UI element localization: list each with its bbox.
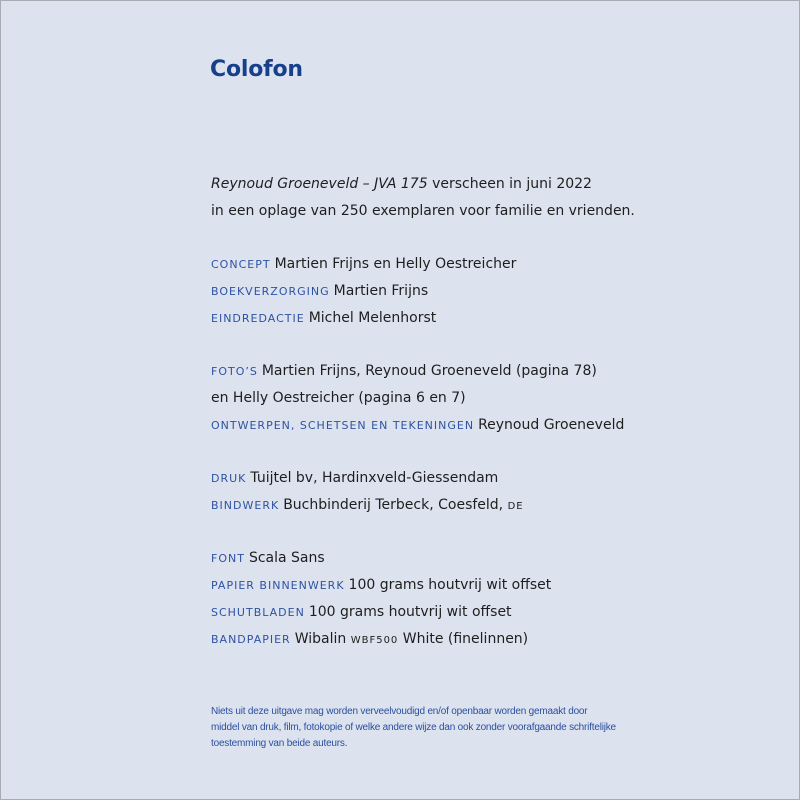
- credit-font: [211, 545, 635, 572]
- credit-schutbladen: [211, 599, 635, 626]
- intro-line-2: in een oplage van 250 exemplaren voor familie en vrienden.: [211, 203, 635, 219]
- credit-label: BINDWERK: [211, 499, 280, 512]
- credit-fotos-continuation: en Helly Oestreicher (pagina 6 en 7): [211, 390, 466, 406]
- credit-value: Reynoud Groeneveld: [478, 417, 625, 433]
- credit-label: BOEKVERZORGING: [211, 285, 330, 298]
- credit-value: 100 grams houtvrij wit offset: [348, 577, 552, 593]
- intro-line-1-rest: verscheen in juni 2022: [427, 176, 592, 192]
- intro-line-1: [211, 171, 635, 198]
- credit-label: ONTWERPEN, SCHETSEN EN TEKENINGEN: [211, 419, 475, 432]
- credit-value: Martien Frijns, Reynoud Groeneveld (pagina 78): [261, 363, 597, 379]
- country-code: DE: [507, 501, 524, 512]
- credit-label: EINDREDACTIE: [211, 312, 305, 325]
- credit-label: CONCEPT: [211, 258, 271, 271]
- credit-fotos: [211, 358, 635, 385]
- copyright-line: middel van druk, film, fotokopie of welke andere wijze dan ook zonder voorafgaande schriftelijke: [211, 722, 616, 733]
- credit-label: DRUK: [211, 472, 247, 485]
- credit-value: 100 grams houtvrij wit offset: [308, 604, 512, 620]
- colophon-body: [211, 171, 635, 653]
- credit-value-prefix: Wibalin: [294, 631, 351, 647]
- copyright-line: toestemming van beide auteurs.: [211, 738, 348, 749]
- credit-ontwerpen: [211, 412, 635, 439]
- credit-druk: [211, 465, 635, 492]
- credit-papier-binnenwerk: [211, 572, 635, 599]
- paper-code: WBF500: [350, 635, 399, 646]
- copyright-line: Niets uit deze uitgave mag worden verveelvoudigd en/of openbaar worden gemaakt door: [211, 706, 588, 717]
- credit-bindwerk: [211, 492, 635, 519]
- credit-value-rest: White (finelinnen): [398, 631, 529, 647]
- credit-value: Martien Frijns: [333, 283, 429, 299]
- credit-value: Tuijtel bv, Hardinxveld-Giessendam: [250, 470, 499, 486]
- credit-bandpapier: [211, 626, 635, 653]
- credit-label: BANDPAPIER: [211, 633, 291, 646]
- credit-label: FONT: [211, 552, 245, 565]
- credit-value: Martien Frijns en Helly Oestreicher: [274, 256, 517, 272]
- book-title: Reynoud Groeneveld – JVA 175: [211, 176, 428, 192]
- credit-label: PAPIER BINNENWERK: [211, 579, 345, 592]
- credit-boekverzorging: [211, 278, 635, 305]
- page-title: Colofon: [210, 57, 303, 82]
- credit-concept: [211, 251, 635, 278]
- credit-eindredactie: [211, 305, 635, 332]
- credit-value: Michel Melenhorst: [308, 310, 437, 326]
- credit-value: Buchbinderij Terbeck, Coesfeld,: [283, 497, 504, 513]
- credit-label: FOTO’S: [211, 365, 258, 378]
- credit-value: Scala Sans: [248, 550, 325, 566]
- copyright-notice: [211, 704, 651, 752]
- credit-label: SCHUTBLADEN: [211, 606, 305, 619]
